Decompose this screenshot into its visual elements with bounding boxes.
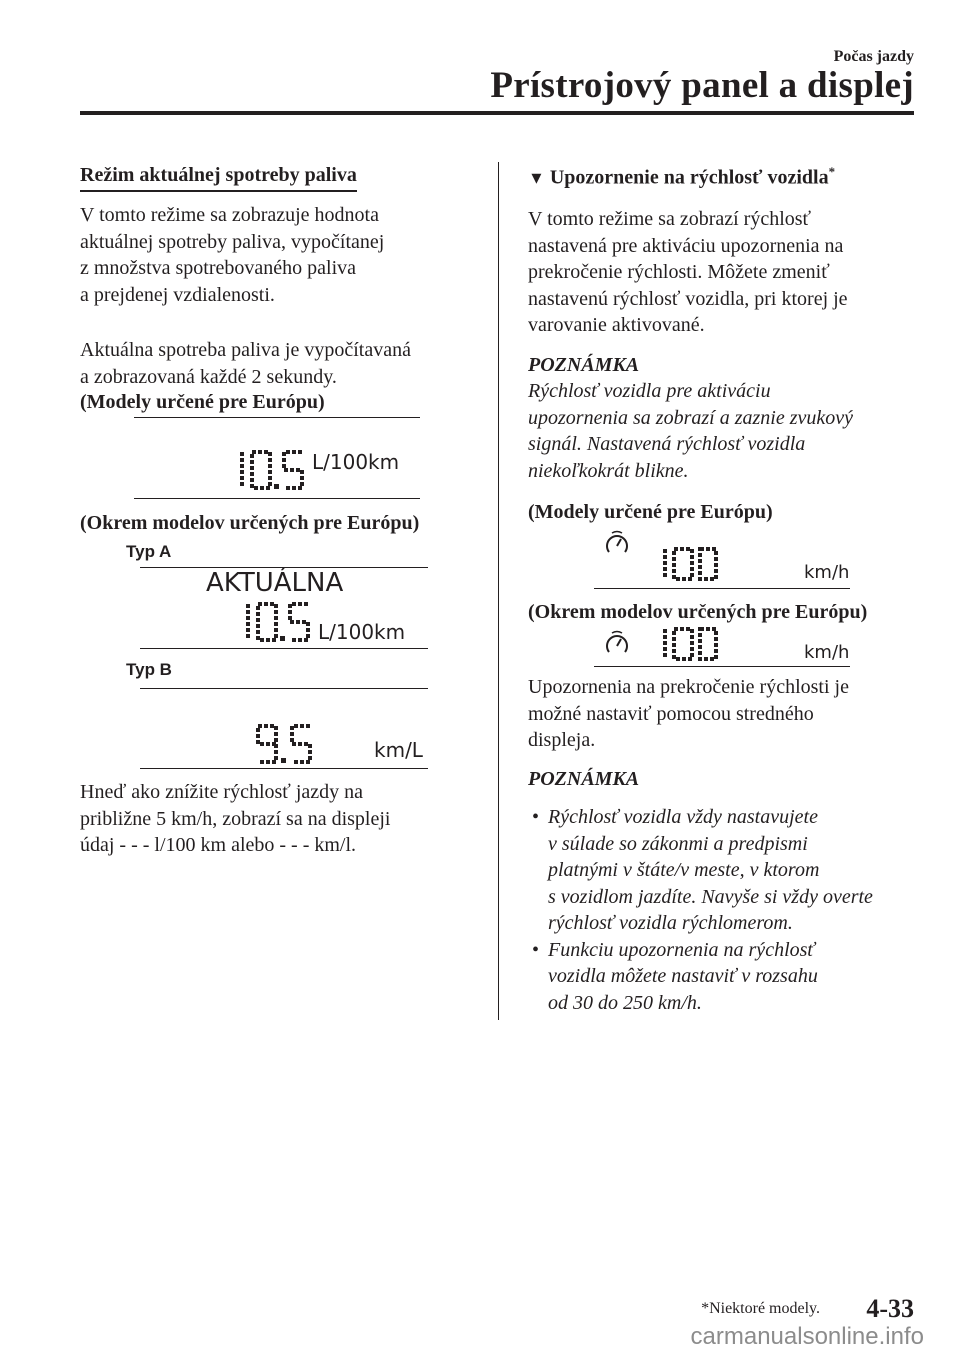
lcd-value-100 — [660, 546, 720, 582]
bullet-line: vozidla môžete nastaviť v rozsahu — [548, 965, 818, 987]
bullet-line: v súlade so zákonmi a predpismi — [548, 832, 808, 855]
note-bullets — [528, 804, 920, 1016]
lcd-unit: km/h — [804, 642, 850, 663]
page-number: 4-33 — [866, 1294, 914, 1323]
watermark: carmanualsonline.info — [690, 1323, 924, 1350]
lcd-value-10-5 — [236, 448, 308, 492]
speed-alarm-icon — [604, 630, 630, 656]
typ-a-label: Typ A — [126, 542, 172, 561]
left-intro-line: V tomto režime sa zobrazuje hodnota — [80, 204, 379, 226]
left-label-eu: (Modely určené pre Európu) — [80, 391, 325, 413]
left-update-line: a zobrazovaná každé 2 sekundy. — [80, 365, 337, 388]
left-subtitle-wrap — [80, 164, 357, 192]
column-divider — [498, 162, 499, 1020]
right-intro-line: prekročenie rýchlosti. Môžete zmeniť — [528, 261, 830, 283]
right-title-text: Upozornenie na rýchlosť vozidla — [549, 166, 829, 189]
note-title: POZNÁMKA — [528, 354, 640, 376]
note-line: signál. Nastavená rýchlosť vozidla — [528, 433, 806, 455]
left-low-speed — [80, 779, 480, 859]
right-label-non-eu: (Okrem modelov určených pre Európu) — [528, 601, 868, 623]
bullet-line: od 30 do 250 km/h. — [548, 991, 702, 1014]
lcd-value-10-5 — [242, 600, 314, 644]
lcd-unit: L/100km — [312, 450, 400, 474]
right-title — [528, 164, 835, 190]
left-intro-line: z množstva spotrebovaného paliva — [80, 257, 357, 279]
note-bullet — [528, 937, 920, 1017]
right-intro-line: nastavenú rýchlosť vozidla, pri ktorej je — [528, 287, 848, 310]
bullet-line: Funkciu upozornenia na rýchlosť — [548, 938, 815, 961]
footnote: *Niektoré modely. — [701, 1300, 820, 1317]
figure-rule — [594, 666, 850, 667]
note-title: POZNÁMKA — [528, 768, 640, 790]
note-bullet — [528, 804, 920, 937]
section-name: Počas jazdy — [833, 48, 914, 65]
bullet-line: Rýchlosť vozidla vždy nastavujete — [548, 806, 818, 828]
lcd-unit: km/L — [374, 738, 423, 762]
note-line: Rýchlosť vozidla pre aktiváciu — [528, 380, 771, 402]
right-intro — [528, 206, 928, 339]
right-setting-line: displeja. — [528, 729, 596, 751]
right-setting — [528, 674, 928, 754]
left-intro-line: aktuálnej spotreby paliva, vypočítanej — [80, 230, 385, 253]
footnote-marker: * — [828, 164, 836, 179]
figure-rule — [140, 768, 428, 769]
lcd-unit: L/100km — [318, 620, 406, 644]
figure-rule — [140, 688, 428, 689]
lcd-value-9-5 — [254, 722, 314, 766]
left-low-speed-line: údaj - - - l/100 km alebo - - - km/l. — [80, 834, 357, 856]
note-body — [528, 378, 928, 484]
right-label-eu: (Modely určené pre Európu) — [528, 501, 773, 523]
left-intro — [80, 202, 480, 308]
figure-rule — [594, 588, 850, 589]
lcd-mode-label: AKTUÁLNA — [206, 568, 344, 598]
left-low-speed-line: Hneď ako znížite rýchlosť jazdy na — [80, 781, 364, 803]
note-line: upozornenia sa zobrazí a zaznie zvukový — [528, 406, 853, 429]
triangle-marker-icon: ▼ — [528, 168, 545, 188]
chapter-title: Prístrojový panel a displej — [490, 65, 914, 106]
lcd-value-100 — [660, 626, 720, 662]
right-intro-line: varovanie aktivované. — [528, 314, 705, 336]
note-line: niekoľkokrát blikne. — [528, 459, 689, 482]
bullet-dot-icon: • — [532, 806, 540, 828]
figure-rule — [134, 417, 420, 418]
lcd-unit: km/h — [804, 562, 850, 583]
left-update — [80, 337, 480, 390]
left-low-speed-line: približne 5 km/h, zobrazí sa na displeji — [80, 807, 391, 830]
speed-alarm-icon — [604, 530, 630, 556]
bullet-line: platnými v štáte/v meste, v ktorom — [548, 859, 820, 881]
left-update-line: Aktuálna spotreba paliva je vypočítavaná — [80, 339, 411, 361]
typ-b-label: Typ B — [126, 660, 172, 679]
right-intro-line: nastavená pre aktiváciu upozornenia na — [528, 234, 844, 257]
right-setting-line: Upozornenia na prekročenie rýchlosti je — [528, 676, 849, 698]
figure-rule — [134, 498, 420, 499]
left-subtitle: Režim aktuálnej spotreby paliva — [80, 164, 357, 192]
left-intro-line: a prejdenej vzdialenosti. — [80, 283, 275, 306]
right-setting-line: možné nastaviť pomocou stredného — [528, 702, 814, 725]
bullet-dot-icon: • — [532, 938, 540, 961]
header-rule — [80, 111, 914, 115]
bullet-line: s vozidlom jazdíte. Navyše si vždy overte — [548, 885, 873, 908]
right-intro-line: V tomto režime sa zobrazí rýchlosť — [528, 208, 812, 230]
left-label-non-eu: (Okrem modelov určených pre Európu) — [80, 512, 420, 534]
bullet-line: rýchlosť vozidla rýchlomerom. — [548, 912, 793, 934]
figure-rule — [140, 648, 428, 649]
